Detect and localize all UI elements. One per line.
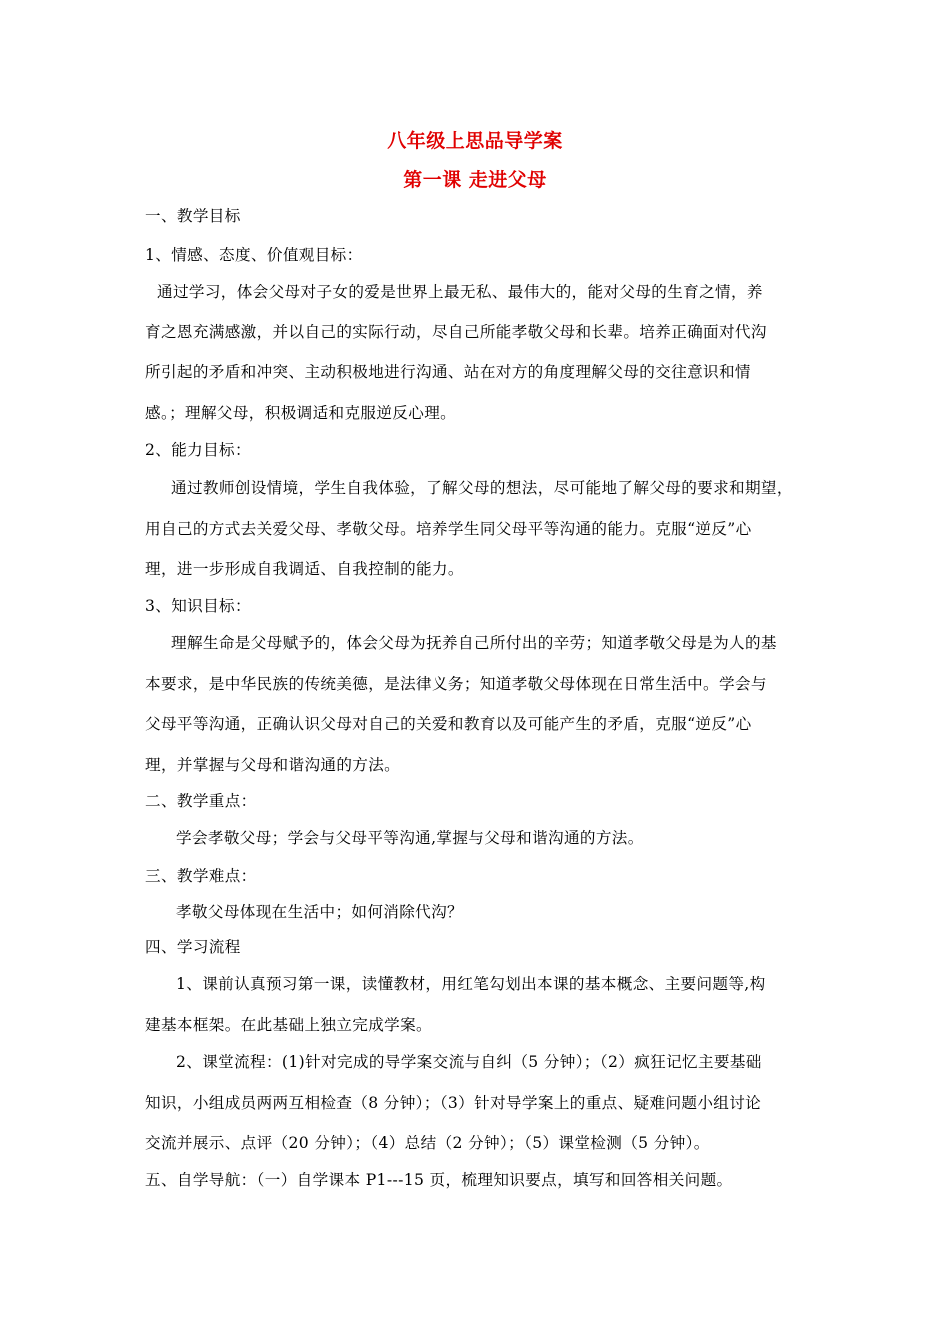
paragraph-line: 理，进一步形成自我调适、自我控制的能力。 <box>145 560 464 578</box>
paragraph-line: 1、课前认真预习第一课，读懂教材，用红笔勾划出本课的基本概念、主要问题等,构 <box>176 975 766 993</box>
lesson-title: 第一课 走进父母 <box>403 169 547 191</box>
paragraph-line: 学会孝敬父母；学会与父母平等沟通,掌握与父母和谐沟通的方法。 <box>176 829 644 847</box>
paragraph-line: 本要求，是中华民族的传统美德，是法律义务；知道孝敬父母体现在日常生活中。学会与 <box>145 675 767 693</box>
section-heading-teaching-goals: 一、教学目标 <box>145 207 241 225</box>
paragraph-line: 通过教师创设情境，学生自我体验，了解父母的想法，尽可能地了解父母的要求和期望， <box>171 479 793 497</box>
paragraph-line: 理解生命是父母赋予的，体会父母为抚养自己所付出的辛劳；知道孝敬父母是为人的基 <box>171 634 777 652</box>
subheading-emotion-goals: 1、情感、态度、价值观目标： <box>145 246 363 264</box>
paragraph-line: 所引起的矛盾和冲突、主动积极地进行沟通、站在对方的角度理解父母的交往意识和情 <box>145 363 751 381</box>
paragraph-line: 感。；理解父母，积极调适和克服逆反心理。 <box>145 404 457 422</box>
section-heading-self-study: 五、自学导航：（一）自学课本 P1---15 页，梳理知识要点，填写和回答相关问题。 <box>145 1171 733 1189</box>
paragraph-line: 育之恩充满感激，并以自己的实际行动，尽自己所能孝敬父母和长辈。培养正确面对代沟 <box>145 323 767 341</box>
paragraph-line: 建基本框架。在此基础上独立完成学案。 <box>145 1016 432 1034</box>
paragraph-line: 用自己的方式去关爱父母、孝敬父母。培养学生同父母平等沟通的能力。克服“逆反”心 <box>145 520 752 538</box>
paragraph-line: 理，并掌握与父母和谐沟通的方法。 <box>145 756 401 774</box>
section-heading-learning-process: 四、学习流程 <box>145 938 241 956</box>
document-title: 八年级上思品导学案 <box>387 130 563 152</box>
paragraph-line: 知识，小组成员两两互相检查（8 分钟）；（3）针对导学案上的重点、疑难问题小组讨论 <box>145 1094 762 1112</box>
paragraph-line: 父母平等沟通，正确认识父母对自己的关爱和教育以及可能产生的矛盾，克服“逆反”心 <box>145 715 752 733</box>
paragraph-line: 孝敬父母体现在生活中；如何消除代沟？ <box>176 903 463 921</box>
paragraph-line: 2、课堂流程：(1)针对完成的导学案交流与自纠（5 分钟）；（2）疯狂记忆主要基础 <box>176 1053 762 1071</box>
paragraph-line: 通过学习，体会父母对子女的爱是世界上最无私、最伟大的，能对父母的生育之情，养 <box>157 283 763 301</box>
subheading-knowledge-goals: 3、知识目标： <box>145 597 251 615</box>
section-heading-key-points: 二、教学重点： <box>145 792 257 810</box>
paragraph-line: 交流并展示、点评（20 分钟）；（4）总结（2 分钟）；（5）课堂检测（5 分钟）。 <box>145 1134 710 1152</box>
subheading-ability-goals: 2、能力目标： <box>145 441 251 459</box>
section-heading-difficulties: 三、教学难点： <box>145 867 257 885</box>
